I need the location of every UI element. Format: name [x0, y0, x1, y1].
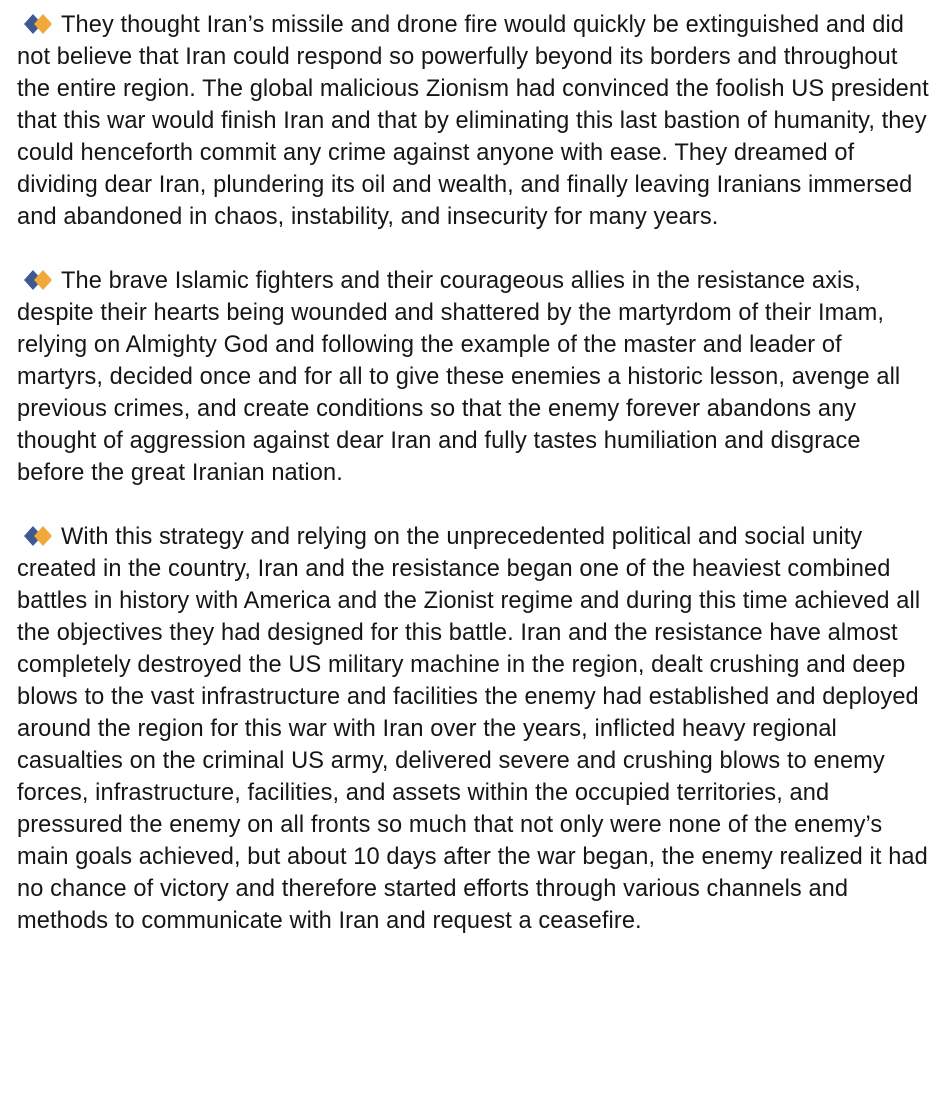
paragraph-2 [17, 265, 929, 489]
paragraph-text: With this strategy and relying on the unprecedented political and social unity created in the country, Iran and the resistance began one of the heaviest combined battles in history with America and the Zionist regime and during this time achieved all the objectives they had designed for this battle. Iran and the resistance have almost completely destroyed the US military machine in the region, dealt crushing and deep blows to the vast infrastructure and facilities the enemy had established and deployed around the region for this war with Iran over the years, inflicted heavy regional casualties on the criminal US army, delivered severe and crushing blows to enemy forces, infrastructure, facilities, and assets within the occupied territories, and pressured the enemy on all fronts so much that not only were none of the enemy’s main goals achieved, but about 10 days after the war began, the enemy realized it had no chance of victory and therefore started efforts through various channels and methods to communicate with Iran and request a ceasefire. [17, 524, 928, 934]
paragraph-1 [17, 9, 929, 233]
paragraph-3 [17, 521, 929, 937]
paragraph-text: The brave Islamic fighters and their courageous allies in the resistance axis, despite their hearts being wounded and shattered by the martyrdom of their Imam, relying on Almighty God and following the example of the master and leader of martyrs, decided once and for all to give these enemies a historic lesson, avenge all previous crimes, and create conditions so that the enemy forever abandons any thought of aggression against dear Iran and fully tastes humiliation and disgrace before the great Iranian nation. [17, 268, 901, 486]
diamond-bullet-icon [24, 269, 54, 291]
diamond-bullet-icon [24, 13, 54, 35]
diamond-bullet-icon [24, 525, 54, 547]
post-body [17, 9, 929, 937]
paragraph-text: They thought Iran’s missile and drone fire would quickly be extinguished and did not believe that Iran could respond so powerfully beyond its borders and throughout the entire region. The global malicious Zionism had convinced the foolish US president that this war would finish Iran and that by eliminating this last bastion of humanity, they could henceforth commit any crime against anyone with ease. They dreamed of dividing dear Iran, plundering its oil and wealth, and finally leaving Iranians immersed and abandoned in chaos, instability, and insecurity for many years. [17, 12, 929, 230]
